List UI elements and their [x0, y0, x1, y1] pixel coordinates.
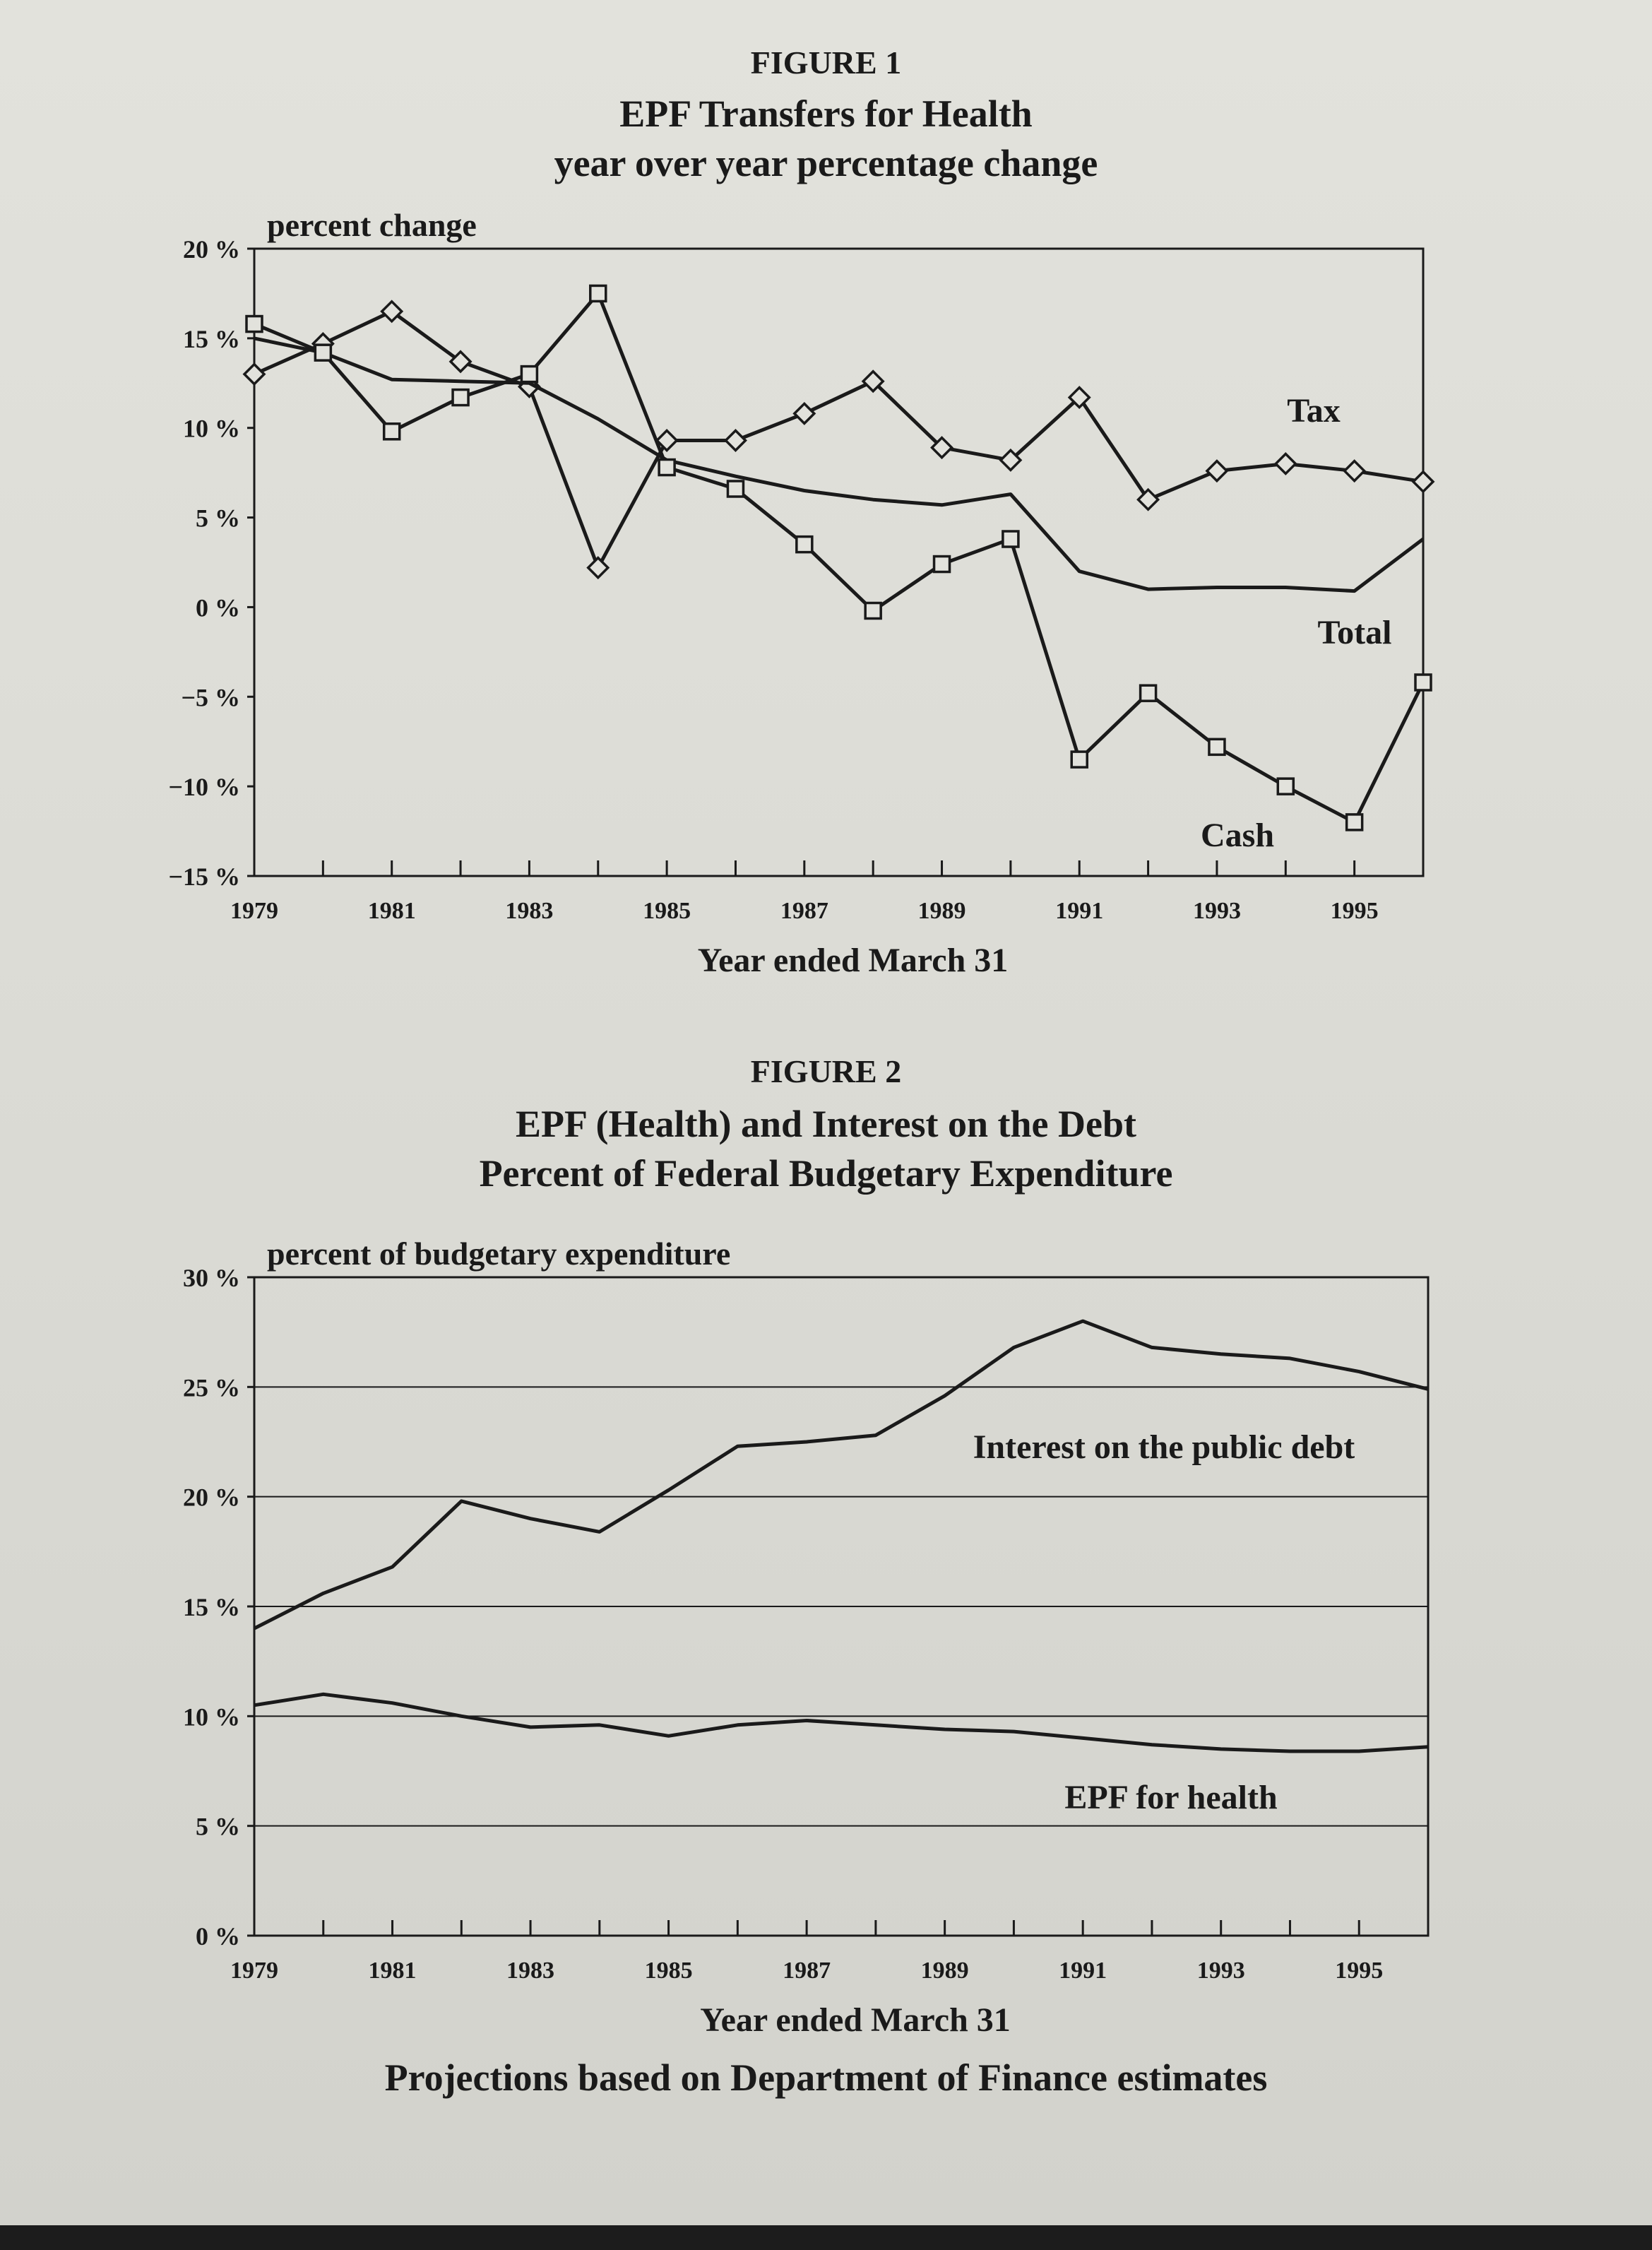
y-tick-label: −5 % — [181, 683, 240, 712]
y-tick-label: 0 % — [196, 593, 240, 622]
data-point-tax — [588, 558, 608, 578]
series-line-epf-for-health — [254, 1694, 1428, 1751]
x-axis-label: Year ended March 31 — [697, 942, 1009, 979]
x-tick-label: 1989 — [920, 1958, 969, 1984]
data-point-cash — [1003, 531, 1018, 547]
data-point-tax — [1139, 490, 1158, 509]
data-point-cash — [590, 285, 606, 301]
data-point-cash — [246, 316, 262, 332]
data-point-cash — [1071, 752, 1087, 767]
y-tick-label: 15 % — [183, 324, 240, 353]
series-line-interest-on-the-public-debt — [254, 1321, 1428, 1628]
x-tick-label: 1985 — [643, 898, 691, 924]
y-tick-label: 10 % — [183, 1703, 240, 1731]
data-point-cash — [1141, 685, 1156, 701]
figure1-number: FIGURE 1 — [750, 45, 902, 81]
x-tick-label: 1989 — [917, 898, 966, 924]
figure2-title: EPF (Health) and Interest on the Debt — [516, 1103, 1136, 1145]
series-label-epf-for-health: EPF for health — [1064, 1779, 1278, 1816]
data-point-tax — [795, 403, 814, 423]
data-point-cash — [453, 390, 468, 405]
data-point-cash — [315, 345, 331, 360]
series-line-tax — [254, 312, 1423, 568]
series-label-interest-on-the-public-debt: Interest on the public debt — [973, 1428, 1355, 1466]
x-tick-label: 1983 — [505, 898, 554, 924]
series-line-total — [254, 338, 1423, 591]
y-tick-label: 20 % — [183, 235, 240, 264]
y-tick-label: 30 % — [183, 1264, 240, 1292]
x-tick-label: 1979 — [230, 1958, 278, 1984]
x-tick-label: 1991 — [1059, 1958, 1107, 1984]
y-axis-label: percent of budgetary expenditure — [267, 1236, 731, 1272]
data-point-tax — [1345, 461, 1365, 481]
y-tick-label: 5 % — [196, 504, 240, 533]
data-point-cash — [865, 603, 881, 619]
footer-note: Projections based on Department of Finance estimates — [384, 2056, 1268, 2099]
data-point-cash — [934, 557, 950, 572]
data-point-tax — [1207, 461, 1227, 481]
x-tick-label: 1995 — [1330, 898, 1379, 924]
data-point-cash — [659, 460, 675, 475]
y-tick-label: 5 % — [196, 1812, 240, 1841]
data-point-cash — [1209, 739, 1225, 754]
figure1-title: EPF Transfers for Health — [619, 93, 1033, 135]
y-tick-label: 20 % — [183, 1483, 240, 1512]
plot-frame — [254, 249, 1423, 876]
x-tick-label: 1993 — [1192, 898, 1241, 924]
y-tick-label: 25 % — [183, 1373, 240, 1402]
x-axis-label: Year ended March 31 — [700, 2001, 1011, 2039]
y-tick-label: 10 % — [183, 414, 240, 443]
y-tick-label: 0 % — [196, 1922, 240, 1950]
y-tick-label: −10 % — [168, 773, 240, 802]
x-tick-label: 1983 — [506, 1958, 555, 1984]
x-tick-label: 1987 — [783, 1958, 831, 1984]
figure2-subtitle: Percent of Federal Budgetary Expenditure — [479, 1152, 1173, 1195]
y-tick-label: 15 % — [183, 1593, 240, 1621]
x-tick-label: 1981 — [368, 1958, 417, 1984]
figure1-chart — [0, 0, 1652, 1017]
x-tick-label: 1981 — [367, 898, 416, 924]
x-tick-label: 1991 — [1055, 898, 1104, 924]
data-point-cash — [384, 424, 400, 439]
series-label-tax: Tax — [1287, 392, 1341, 430]
data-point-tax — [244, 365, 264, 384]
data-point-cash — [1415, 675, 1431, 690]
series-line-cash — [254, 293, 1423, 822]
data-point-cash — [1278, 778, 1293, 794]
data-point-cash — [521, 367, 537, 382]
data-point-tax — [725, 430, 745, 450]
x-tick-label: 1987 — [780, 898, 828, 924]
series-label-total: Total — [1317, 614, 1392, 651]
figure2-chart — [0, 1017, 1652, 2039]
data-point-cash — [1347, 815, 1362, 830]
data-point-cash — [727, 481, 743, 497]
x-tick-label: 1993 — [1196, 1958, 1245, 1984]
figure2-number: FIGURE 2 — [750, 1053, 902, 1089]
x-tick-label: 1995 — [1335, 1958, 1384, 1984]
data-point-tax — [1276, 454, 1295, 473]
y-tick-label: −15 % — [168, 863, 240, 891]
data-point-cash — [797, 537, 812, 552]
x-tick-label: 1979 — [230, 898, 278, 924]
figure1-subtitle: year over year percentage change — [554, 142, 1098, 184]
series-label-cash: Cash — [1200, 817, 1275, 854]
data-point-tax — [1413, 472, 1433, 492]
y-axis-label: percent change — [267, 207, 477, 243]
x-tick-label: 1985 — [644, 1958, 693, 1984]
scan-edge-band — [0, 2225, 1652, 2250]
